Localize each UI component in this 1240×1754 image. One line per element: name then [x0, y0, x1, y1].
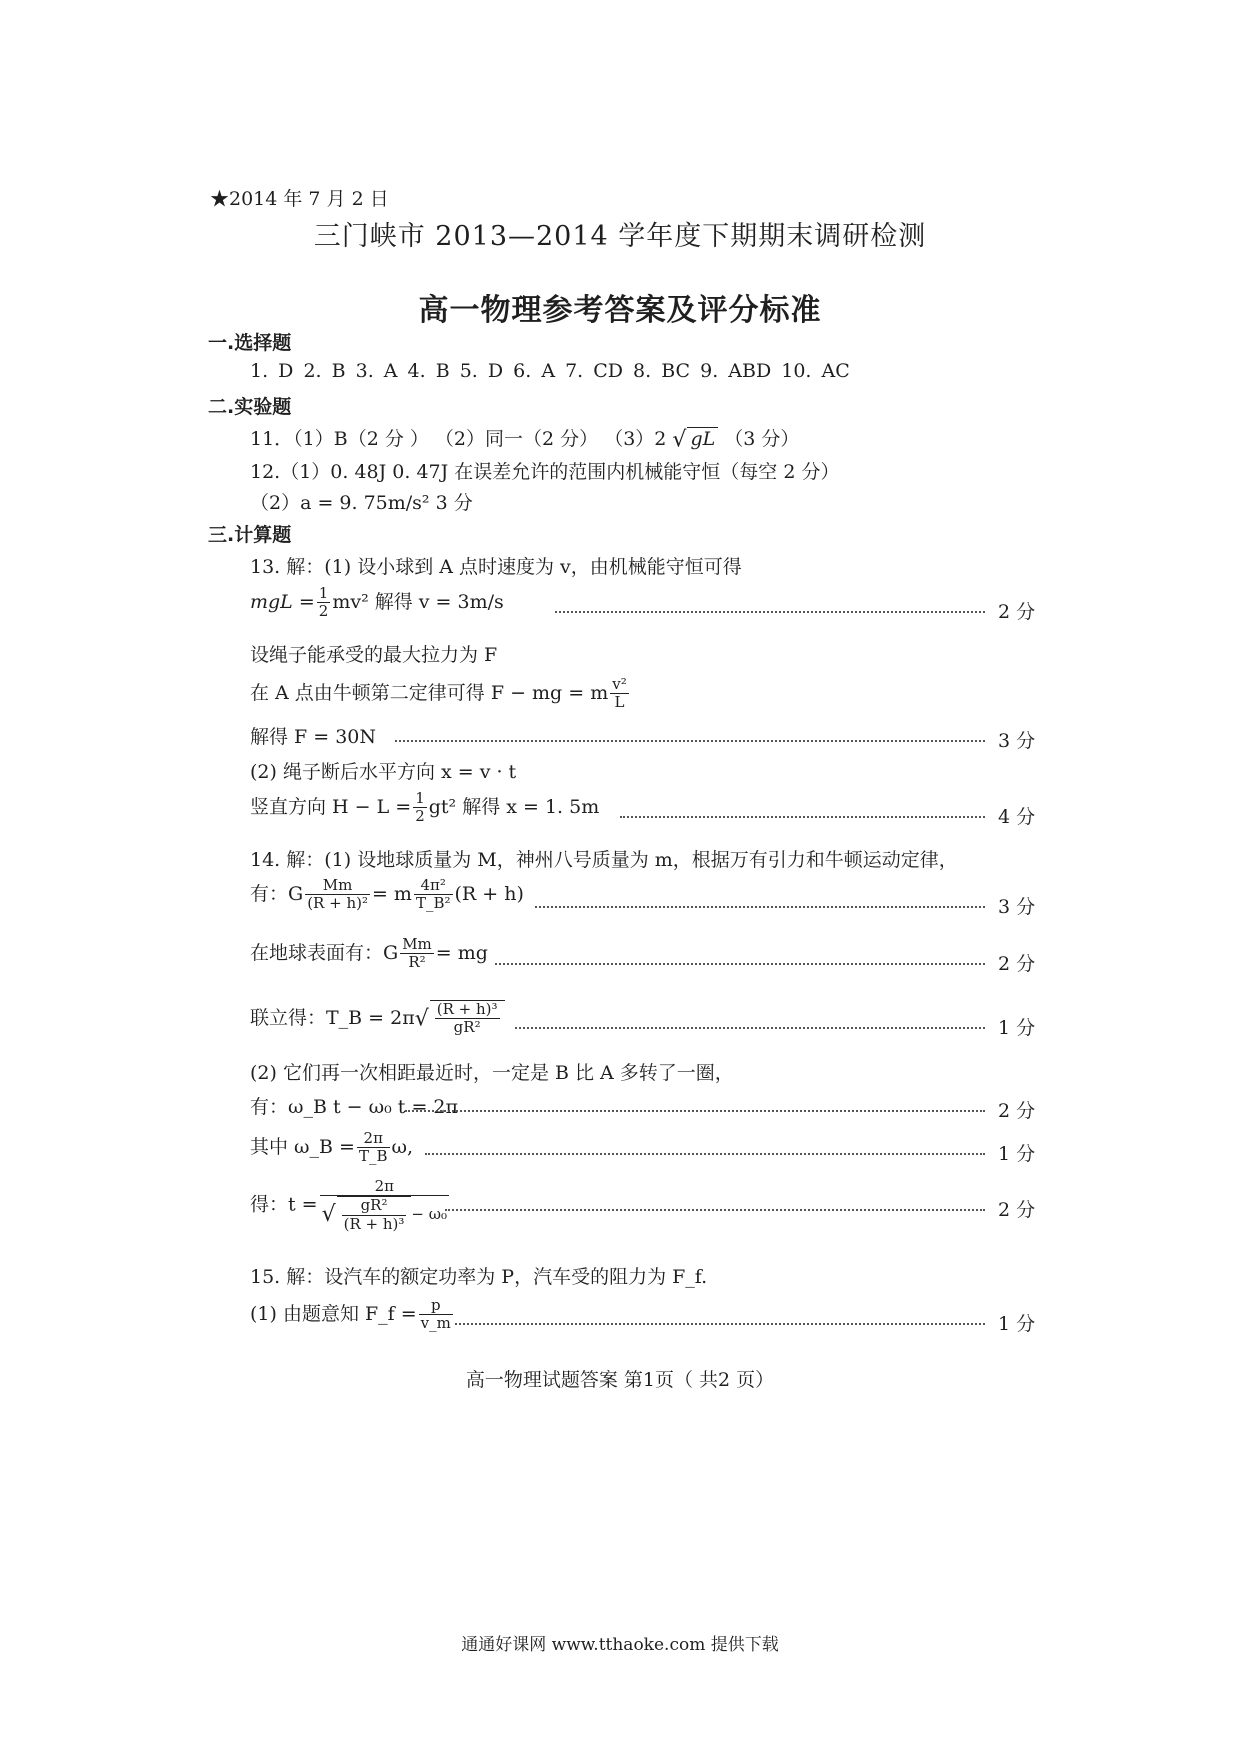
- q15-resistance-equation: (1) 由题意知 F_f = $\frac{p}{v\_m}$: [250, 1296, 451, 1333]
- dot-leader: [620, 816, 985, 818]
- score-mark: 3 分: [998, 896, 1036, 918]
- q15-intro: 15. 解：设汽车的额定功率为 P，汽车受的阻力为 F_f.: [250, 1266, 708, 1288]
- q12-part2: （2）a = 9. 75m/s² 3 分: [250, 492, 473, 514]
- dot-leader: [395, 740, 985, 742]
- dot-leader: [405, 1110, 985, 1112]
- q12-part1: 12.（1）0. 48J 0. 47J 在误差允许的范围内机械能守恒（每空 2 分）: [250, 461, 840, 483]
- dot-leader: [445, 1209, 985, 1211]
- dot-leader: [425, 1153, 985, 1155]
- section-heading-experiment: 二.实验题: [208, 396, 292, 418]
- section-heading-choice: 一.选择题: [208, 332, 292, 354]
- dot-leader: [515, 1027, 985, 1029]
- dot-leader: [495, 963, 985, 965]
- q14-time-result: 得：t = 2π √ $\frac{\text{gR²}}{\text{(R + h)³}}$ − ω₀: [250, 1177, 448, 1233]
- q14-angle-equation: 有：ω_B t − ω₀ t = 2π: [250, 1096, 458, 1118]
- score-mark: 3 分: [998, 730, 1036, 752]
- score-mark: 1 分: [998, 1313, 1036, 1335]
- q14-surface-equation: 在地球表面有：G $\frac{Mm}{\text{R²}}$ = mg: [250, 935, 488, 972]
- score-mark: 4 分: [998, 806, 1036, 828]
- q13-vertical-equation: 竖直方向 H − L = $\frac{1}{2}$ gt² 解得 x = 1. 5m: [250, 789, 600, 826]
- sqrt-sign: √: [672, 427, 687, 453]
- q14-gravity-equation: 有：G $\frac{Mm}{\text{(R + h)²}}$ = m $\frac{\text{4π²}}{\text{T\_B²}}$ (R + h): [250, 876, 524, 913]
- q13-tension-intro: 设绳子能承受的最大拉力为 F: [250, 644, 498, 666]
- exam-title: 三门峡市 2013—2014 学年度下期期末调研检测: [313, 221, 927, 252]
- section-heading-calculation: 三.计算题: [208, 524, 292, 546]
- page-footer: 高一物理试题答案 第1页（ 共2 页）: [465, 1369, 775, 1391]
- dot-leader: [455, 1323, 985, 1325]
- dot-leader: [555, 611, 985, 613]
- q14-intro: 14. 解：(1) 设地球质量为 M，神州八号质量为 m，根据万有引力和牛顿运动定律，: [250, 849, 958, 871]
- exam-date: ★2014 年 7 月 2 日: [210, 188, 389, 210]
- score-mark: 2 分: [998, 1199, 1036, 1221]
- q13-energy-equation: mgL = $\frac{1}{2}$ mv² 解得 v = 3m/s: [250, 584, 504, 621]
- q13-tension-result: 解得 F = 30N: [250, 726, 377, 748]
- choice-answers: 1. D 2. B 3. A 4. B 5. D 6. A 7. CD 8. BC 9. ABD 10. AC: [250, 360, 850, 382]
- q11-score: （3 分）: [724, 428, 800, 450]
- q14-part2-intro: (2) 它们再一次相距最近时，一定是 B 比 A 多转了一圈，: [250, 1062, 734, 1084]
- q11-text: 11．（1）B（2 分 ） （2）同一（2 分） （3）2: [250, 428, 667, 450]
- q11-answer: [250, 424, 799, 453]
- q13-newton-equation: 在 A 点由牛顿第二定律可得 F − mg = m $\frac{\text{v²}}{L}$: [250, 675, 627, 712]
- dot-leader: [535, 906, 985, 908]
- score-mark: 1 分: [998, 1143, 1036, 1165]
- site-watermark: 通通好课网 www.tthaoke.com 提供下载: [461, 1635, 779, 1655]
- score-mark: 2 分: [998, 1100, 1036, 1122]
- document-title: 高一物理参考答案及评分标准: [418, 293, 822, 328]
- score-mark: 2 分: [998, 601, 1036, 623]
- q14-period-result: 联立得：T_B = 2π√ $\frac{\text{(R + h)³}}{\text{gR²}}$: [250, 1000, 505, 1037]
- score-mark: 2 分: [998, 953, 1036, 975]
- score-mark: 1 分: [998, 1017, 1036, 1039]
- q13-part2-horizontal: (2) 绳子断后水平方向 x = v · t: [250, 761, 517, 783]
- q11-sqrt-content: gL: [687, 427, 718, 450]
- q14-omega-equation: 其中 ω_B = $\frac{2\pi}{T\_B}$ ω,: [250, 1129, 414, 1166]
- sqrt-sign: √: [414, 1006, 429, 1032]
- q13-intro: 13. 解：(1) 设小球到 A 点时速度为 v，由机械能守恒可得: [250, 556, 742, 578]
